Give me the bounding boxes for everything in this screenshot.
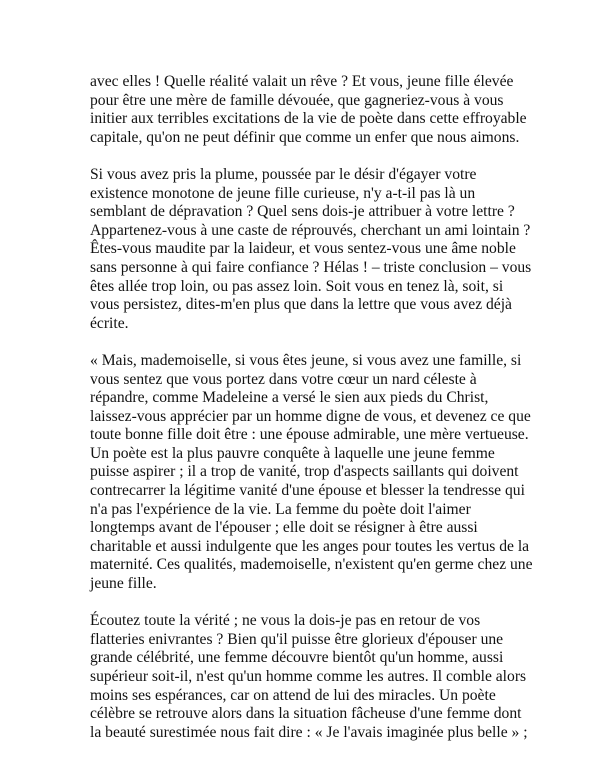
text-line: Si vous avez pris la plume, poussée par le désir d'égayer votre — [90, 165, 477, 183]
text-line: longtemps avant de l'épouser ; elle doit se résigner à être aussi — [90, 519, 478, 537]
text-line: maternité. Ces qualités, mademoiselle, n'existent qu'en germe chez une — [90, 556, 533, 574]
text-line: charitable et aussi indulgente que les anges pour toutes les vertus de la — [90, 537, 530, 555]
paragraph — [90, 73, 535, 147]
text-line: Êtes-vous maudite par la laideur, et vous sentez-vous une âme noble — [90, 240, 516, 258]
text-line: célèbre se retrouve alors dans la situation fâcheuse d'une femme dont — [90, 705, 522, 723]
text-line: la beauté surestimée nous fait dire : « Je l'avais imaginée plus belle » ; — [90, 723, 528, 741]
text-line: capitale, qu'on ne peut définir que comme un enfer que nous aimons. — [90, 128, 520, 146]
text-line: grande célébrité, une femme découvre bientôt qu'un homme, aussi — [90, 649, 504, 667]
text-line: pour être une mère de famille dévouée, que gagneriez-vous à vous — [90, 91, 504, 109]
paragraph — [90, 166, 535, 333]
text-line: moins ses espérances, car on attend de lui des miracles. Un poète — [90, 686, 496, 704]
text-line: Écoutez toute la vérité ; ne vous la dois-je pas en retour de vos — [90, 612, 481, 630]
text-line: n'a pas l'expérience de la vie. La femme du poète doit l'aimer — [90, 500, 471, 518]
text-line: supérieur soit-il, n'est qu'un homme comme les autres. Il comble alors — [90, 668, 527, 685]
text-line: vous persistez, dites-m'en plus que dans la lettre que vous avez déjà — [90, 296, 512, 314]
text-line: êtes allée trop loin, ou pas assez loin. Soit vous en tenez là, soit, si — [90, 277, 504, 295]
paragraph — [90, 352, 535, 594]
text-line: toute bonne fille doit être : une épouse admirable, une mère vertueuse. — [90, 426, 529, 444]
text-line: « Mais, mademoiselle, si vous êtes jeune, si vous avez une famille, si — [90, 351, 522, 369]
text-line: flatteries enivrantes ? Bien qu'il puisse être glorieux d'épouser une — [90, 630, 504, 648]
text-line: Appartenez-vous à une caste de réprouvés, cherchant un ami lointain ? — [90, 221, 531, 239]
text-line: laissez-vous apprécier par un homme digne de vous, et devenez ce que — [90, 407, 531, 425]
paragraph — [90, 612, 535, 742]
text-line: avec elles ! Quelle réalité valait un rêve ? Et vous, jeune fille élevée — [90, 73, 514, 90]
text-line: répandre, comme Madeleine a versé le sien aux pieds du Christ, — [90, 389, 489, 407]
text-line: puisse aspirer ; il a trop de vanité, trop d'aspects saillants qui doivent — [90, 463, 519, 481]
text-line: contrecarrer la légitime vanité d'une épouse et blesser la tendresse qui — [90, 482, 525, 500]
text-line: semblant de dépravation ? Quel sens dois-je attribuer à votre lettre ? — [90, 203, 515, 221]
text-line: initier aux terribles excitations de la vie de poète dans cette effroyable — [90, 110, 527, 128]
text-line: Un poète est la plus pauvre conquête à laquelle une jeune femme — [90, 444, 495, 462]
text-line: écrite. — [90, 314, 129, 332]
text-line: sans personne à qui faire confiance ? Hélas ! – triste conclusion – vous — [90, 258, 532, 276]
text-line: jeune fille. — [90, 575, 157, 593]
body-text — [90, 73, 535, 761]
text-line: existence monotone de jeune fille curieuse, n'y a-t-il pas là un — [90, 184, 476, 202]
text-line: vous sentez que vous portez dans votre cœur un nard céleste à — [90, 370, 477, 388]
